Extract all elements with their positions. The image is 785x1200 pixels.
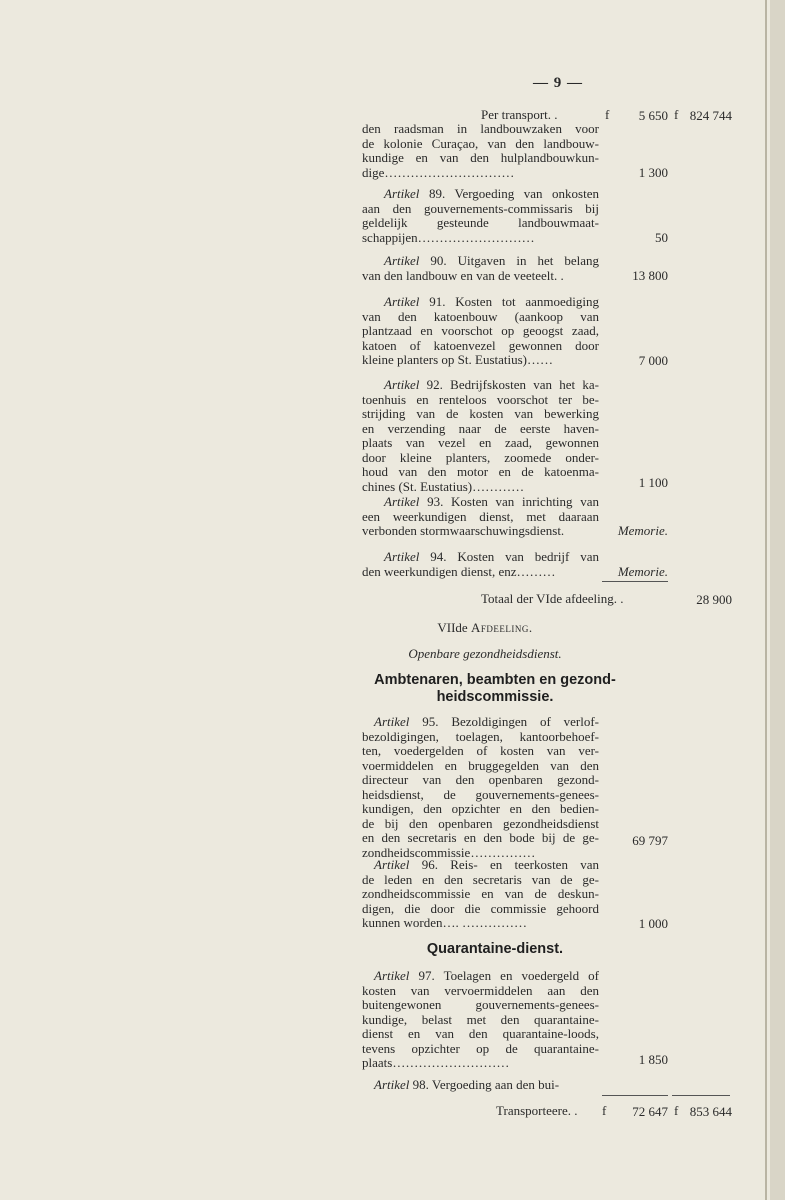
article-amount: 1 100 — [638, 475, 668, 490]
article-amount: 1 300 — [638, 165, 668, 180]
article-93: Artikel 93. Kosten van inrichting van een weerkundigen dienst, met daaraan verbonden stormwaarschuwingsdienst. — [362, 494, 599, 538]
article-amount: 13 800 — [632, 268, 668, 283]
text-line: kundige, belast met den quarantaine- — [362, 1011, 599, 1027]
article-amount: 69 797 — [632, 833, 668, 848]
text-line: kundige en van den hulplandbouwkun- — [362, 150, 599, 165]
article-91: Artikel 91. Kosten tot aanmoediging van den katoenbouw (aankoop van plantzaad en voorschot op geoogst zaad, katoen of katoenvezel gewonnen door kleine planters op St. Eustatius)…… — [362, 294, 600, 367]
text-line: den weerkundigen dienst, enz……… — [362, 563, 556, 579]
memorie-value: Memorie. — [617, 523, 668, 538]
text-line: de kolonie Curaçao, van den landbouw- — [362, 135, 599, 151]
section-subtitle: Openbare gezondheidsdienst. — [408, 646, 562, 661]
currency-f: f — [674, 107, 679, 122]
text-line: en verzending naar de eerste haven- — [362, 420, 599, 436]
text-line: strijding van de kosten van bewerking — [362, 406, 599, 421]
sum-rule — [602, 1095, 668, 1096]
article-label: Artikel — [384, 186, 420, 201]
article-label: Artikel — [374, 1077, 410, 1092]
text-line: van den katoenbouw (aankoop van — [362, 308, 599, 324]
article-label: Artikel — [374, 968, 410, 983]
article-92: Artikel 92. Bedrijfskosten van het ka- toenhuis en renteloos voorschot ter be- strijding van de kosten van bewerking en verzending naar de eerste haven- plaats van vezel en zaad, gewonnen door kleine planters, zoomede onder- houd van den motor en de katoenma- chines (St. Eustatius)………… — [362, 377, 600, 494]
currency-f: f — [605, 107, 610, 122]
text-line: en den secretaris en den bode bij de ge- — [362, 830, 599, 845]
transport-total: 824 744 — [689, 108, 732, 123]
total-amount: 28 900 — [696, 592, 732, 607]
text-line: buitengewonen gouvernements-genees- — [362, 997, 599, 1012]
text-line: directeur van den openbaren gezond- — [362, 772, 599, 787]
currency-f: f — [602, 1103, 607, 1118]
article-amount: 50 — [655, 230, 668, 245]
text-line: de bij den openbaren gezondheidsdienst — [362, 815, 599, 831]
article-96: Artikel 96. Reis- en teerkosten van de leden en den secretaris van de ge- zondheidscommissie en van de deskun- digen, die door die commissie gehoord kunnen worden…. …………… — [362, 857, 600, 930]
quarantine-heading: Quarantaine-dienst. — [426, 941, 564, 957]
text-line: zondheidscommissie…………… — [362, 844, 536, 860]
text-line: zondheidscommissie en van de deskun- — [362, 886, 599, 901]
text-line: geldelijk gesteunde landbouwmaat- — [362, 215, 599, 230]
text-line: kunnen worden…. …………… — [362, 915, 528, 930]
text-line: plantzaad en voorschot op geoogst zaad, — [362, 323, 599, 338]
text-line: dienst en van den quarantaine-loods, — [362, 1026, 599, 1041]
page-number: — 9 — — [533, 75, 583, 91]
subsection-heading: Ambtenaren, beambten en gezond- heidscommissie. — [374, 672, 616, 705]
memorie-value: Memorie. — [617, 564, 668, 579]
transporteere-amount: 72 647 — [632, 1104, 668, 1119]
text-line: heidsdienst, de gouvernements-genees- — [362, 786, 599, 802]
article-label: Artikel — [374, 857, 410, 872]
text-line: bezoldigingen, toelagen, kantoorbehoef- — [362, 728, 599, 744]
currency-f: f — [674, 1103, 679, 1118]
article-94: Artikel 94. Kosten van bedrijf van den weerkundigen dienst, enz……… — [362, 549, 600, 579]
text-line: chines (St. Eustatius)………… — [362, 478, 525, 494]
article-label: Artikel — [374, 714, 410, 729]
article-amount: 1 000 — [638, 916, 668, 931]
text-line: plaats……………………… — [362, 1055, 510, 1070]
article-95: Artikel 95. Bezoldigingen of verlof- bezoldigingen, toelagen, kantoorbehoef- ten, voedergelden of kosten van ver- voermiddelen en bruggegelden van den directeur van den openbaren gezond- heidsdienst, de gouvernements-genees- kundigen, den opzichter en den bedien- de bij den openbaren gezondheidsdienst en den secretaris en den bode bij de ge- zondheidscommissie…………… — [362, 714, 600, 860]
page-edge-shadow — [765, 0, 767, 1200]
text-line: katoen of katoenvezel gewonnen door — [362, 337, 599, 353]
text-line: houd van den motor en de katoenma- — [362, 464, 599, 479]
text-line: plaats van vezel en zaad, gewonnen — [362, 435, 599, 450]
article-label: Artikel — [384, 494, 420, 509]
text-line: de leden en den secretaris van de ge- — [362, 871, 599, 887]
text-line: digen, die door die commissie gehoord — [362, 900, 599, 916]
text-line: kleine planters op St. Eustatius)…… — [362, 352, 554, 367]
sum-rule — [672, 1095, 730, 1096]
section-heading: VIIde Afdeeling. — [437, 620, 533, 635]
text-line: kosten van vervoermiddelen aan den — [362, 982, 599, 998]
transporteere-total: 853 644 — [689, 1104, 732, 1119]
article-98: Artikel 98. Vergoeding aan den bui- — [374, 1077, 560, 1092]
text-line: kundigen, den opzichter en den bedien- — [362, 801, 599, 816]
text-line: schappijen……………………… — [362, 229, 535, 245]
article-label: Artikel — [384, 294, 420, 309]
text-line: den raadsman in landbouwzaken voor — [362, 121, 599, 136]
text-line: tevens opzichter op de quarantaine- — [362, 1040, 599, 1056]
article-amount: 1 850 — [638, 1052, 668, 1067]
article-label: Artikel — [384, 253, 420, 268]
text-line: verbonden stormwaarschuwingsdienst. — [362, 523, 565, 538]
article-label: Artikel — [384, 377, 420, 392]
article-97: Artikel 97. Toelagen en voedergeld of kosten van vervoermiddelen aan den buitengewonen gouvernements-genees- kundige, belast met den quarantaine- dienst en van den quarantaine-loods, tevens opzichter op de quarantaine- plaats……………………… — [362, 968, 600, 1070]
transport-amount: 5 650 — [638, 108, 668, 123]
transporteere-label: Transporteere. . — [496, 1103, 578, 1118]
text-line: aan den gouvernements-commissaris bij — [362, 200, 599, 216]
article-paragraph — [362, 122, 599, 180]
page-edge — [770, 0, 785, 1200]
text-line: ten, voedergelden of kosten van ver- — [362, 743, 599, 758]
article-amount: 7 000 — [638, 353, 668, 368]
article-label: Artikel — [384, 549, 420, 564]
sum-rule — [602, 581, 668, 582]
article-89: Artikel 89. Vergoeding van onkosten aan den gouvernements-commissaris bij geldelijk gesteunde landbouwmaat- schappijen……………………… — [362, 186, 599, 245]
text-line: dige………………………… — [362, 164, 515, 180]
article-90: Artikel 90. Uitgaven in het belang van den landbouw en van de veeteelt. . — [362, 253, 599, 283]
text-line: door kleine planters, zoomede onder- — [362, 449, 599, 465]
total-label: Totaal der VIde afdeeling. . — [481, 591, 624, 606]
text-line: van den landbouw en van de veeteelt. . — [362, 267, 564, 283]
text-line: een weerkundigen dienst, met daaraan — [362, 508, 599, 524]
transport-label: Per transport. . — [481, 107, 558, 122]
text-line: voermiddelen en bruggegelden van den — [362, 757, 599, 773]
text-line: toenhuis en renteloos voorschot ter be- — [362, 391, 599, 407]
